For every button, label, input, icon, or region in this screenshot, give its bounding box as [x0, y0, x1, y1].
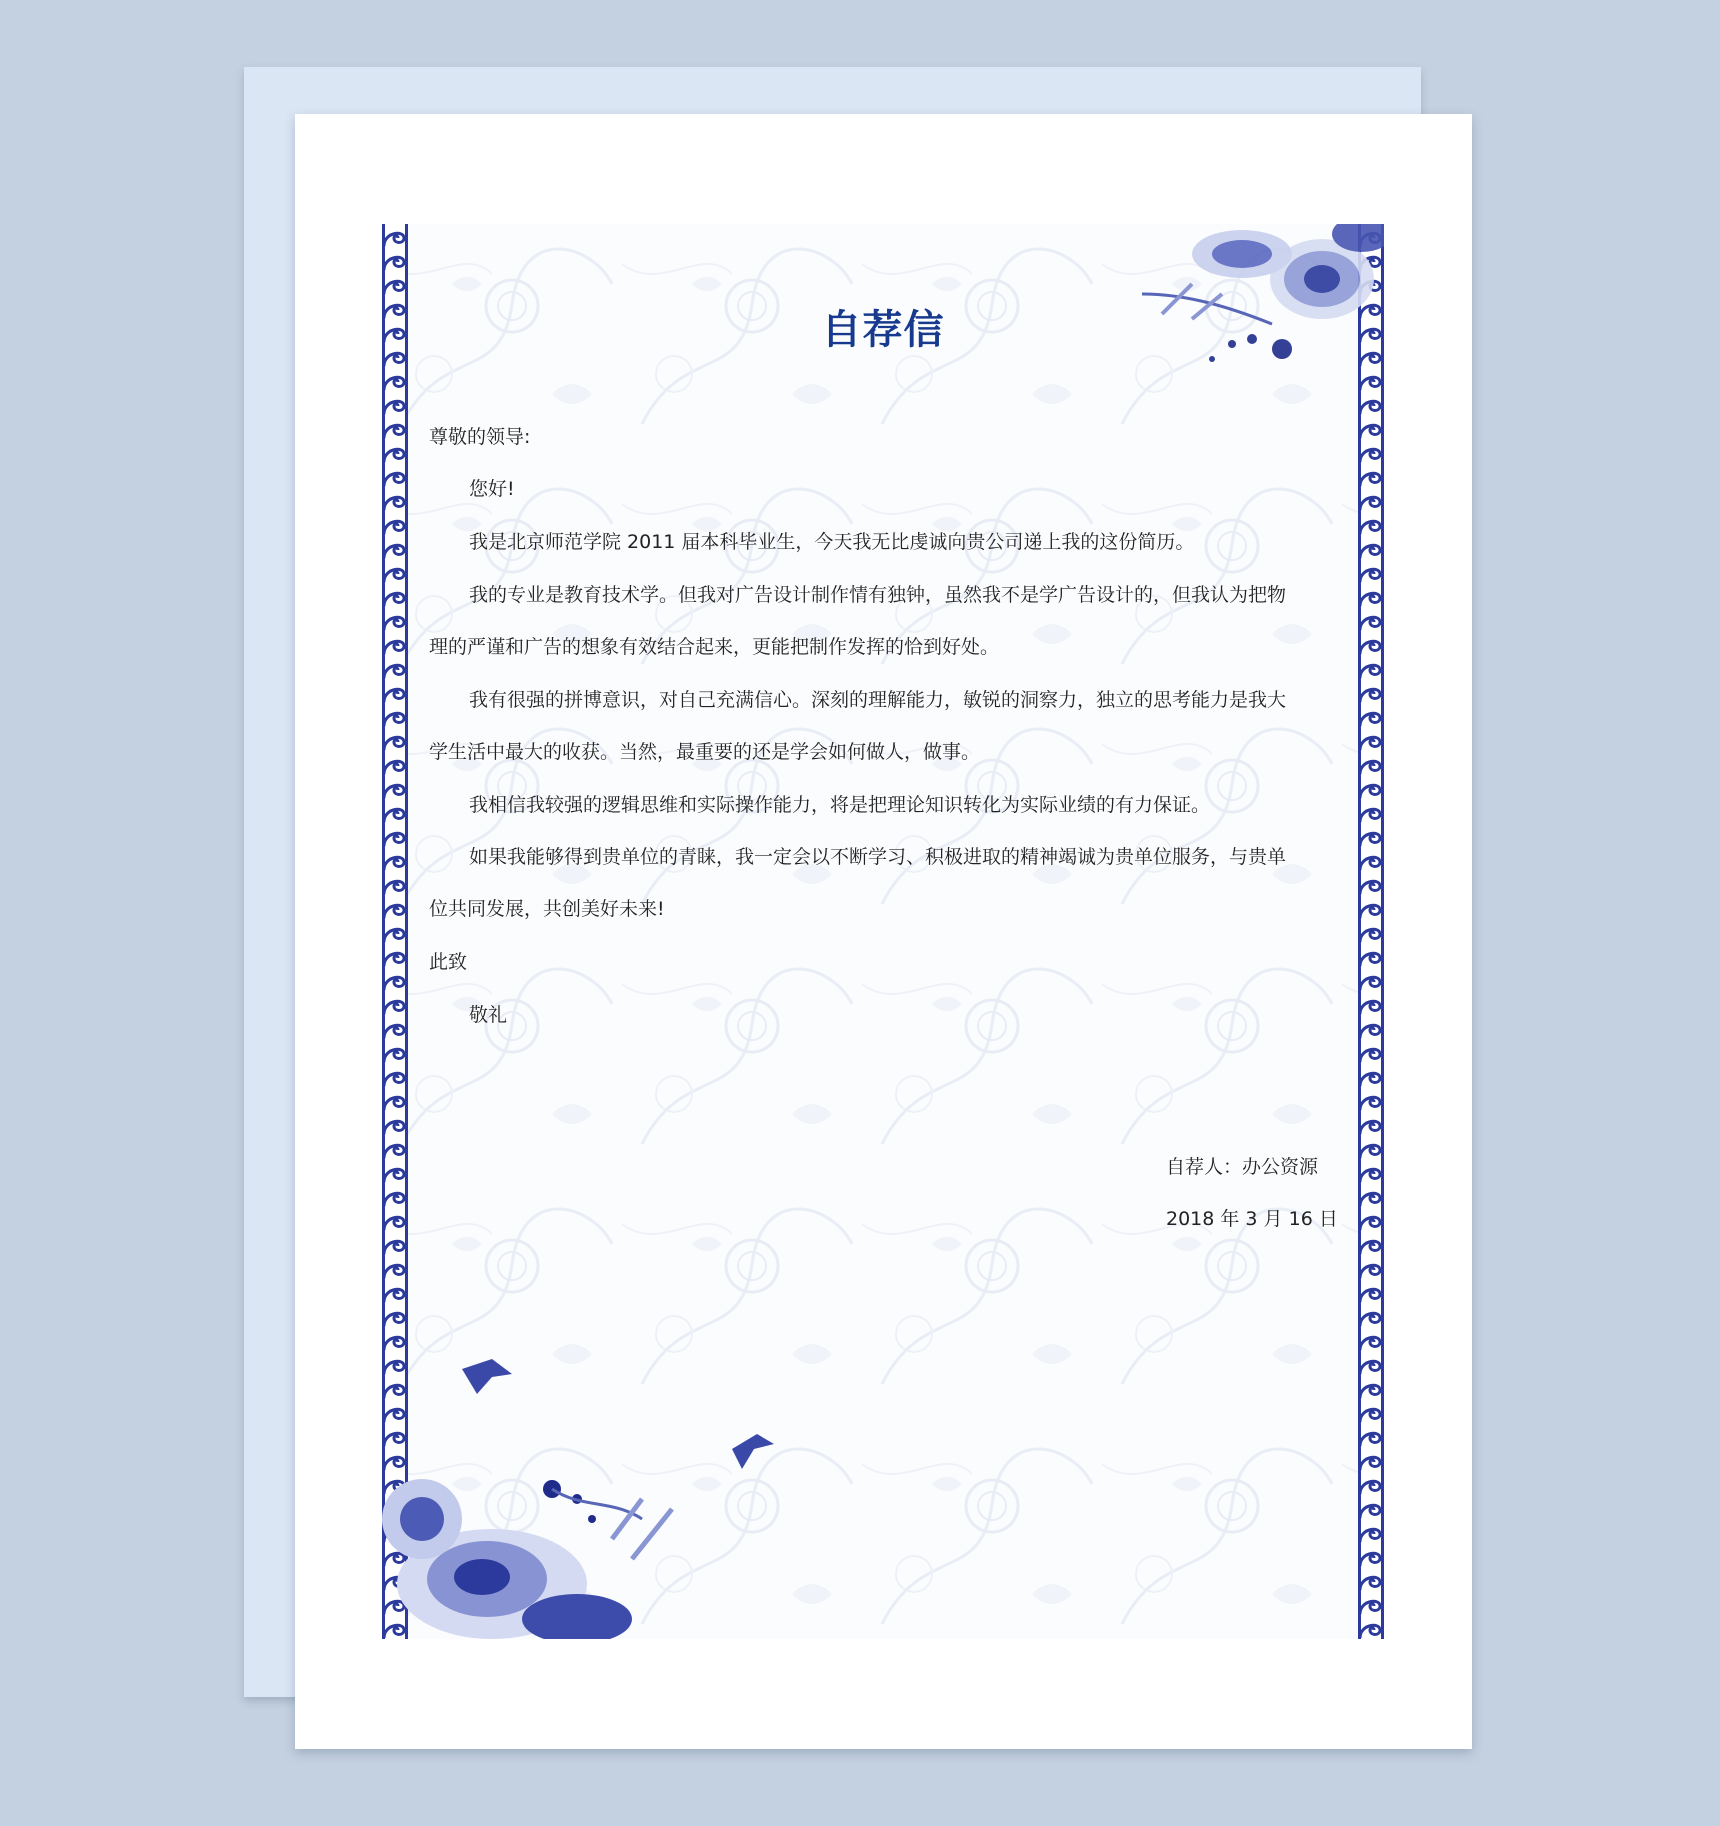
closing-line-1: 此致 [429, 951, 468, 973]
greeting: 您好! [469, 478, 515, 500]
signature: 自荐人：办公资源 [1166, 1156, 1319, 1178]
paragraph-line-8: 位共同发展，共创美好未来! [429, 898, 665, 920]
paragraph-line-5: 学生活中最大的收获。当然，最重要的还是学会如何做人，做事。 [429, 741, 981, 763]
blue-peony-flowers-and-swallows-icon [382, 1349, 782, 1639]
salutation: 尊敬的领导: [429, 426, 531, 448]
letter-date: 2018 年 3 月 16 日 [1166, 1208, 1338, 1230]
paragraph-line-2: 我的专业是教育技术学。但我对广告设计制作情有独钟，虽然我不是学广告设计的，但我认为把物 [469, 584, 1287, 606]
paragraph-line-6: 我相信我较强的逻辑思维和实际操作能力，将是把理论知识转化为实际业绩的有力保证。 [469, 794, 1211, 816]
letter-paper [382, 224, 1384, 1639]
paragraph-line-4: 我有很强的拼博意识，对自己充满信心。深刻的理解能力，敏锐的洞察力，独立的思考能力是我大 [469, 689, 1287, 711]
letter-title: 自荐信 [821, 307, 945, 353]
right-wave-border [1358, 224, 1384, 1639]
paragraph-line-3: 理的严谨和广告的想象有效结合起来，更能把制作发挥的恰到好处。 [429, 636, 1000, 658]
closing-line-2: 敬礼 [469, 1004, 508, 1026]
front-paper-sheet [295, 114, 1472, 1749]
paragraph-line-1: 我是北京师范学院 2011 届本科毕业生，今天我无比虔诚向贵公司递上我的这份简历。 [469, 531, 1195, 553]
paragraph-line-7: 如果我能够得到贵单位的青睐，我一定会以不断学习、积极进取的精神竭诚为贵单位服务，与贵单 [469, 846, 1287, 868]
